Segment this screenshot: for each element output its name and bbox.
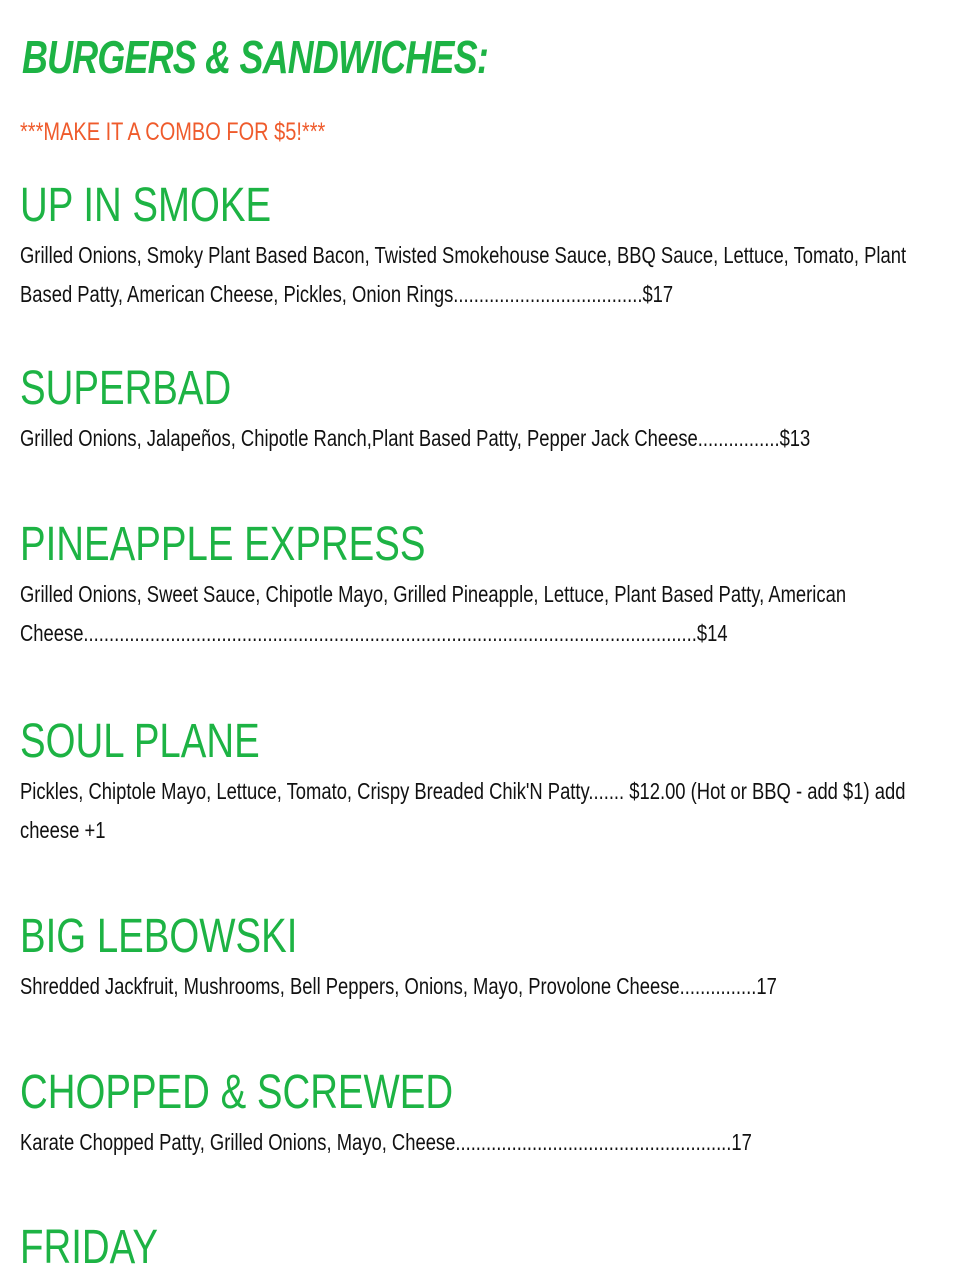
menu-item-superbad [20, 361, 950, 458]
menu-item-pineapple-express [20, 517, 950, 653]
item-name: FRIDAY [20, 1221, 158, 1274]
item-name: CHOPPED & SCREWED [20, 1066, 454, 1119]
item-description [20, 967, 950, 1006]
item-name: PINEAPPLE EXPRESS [20, 518, 426, 571]
item-description-text: Shredded Jackfruit, Mushrooms, Bell Peppers, Onions, Mayo, Provolone Cheese...............17 [20, 973, 777, 999]
item-description [20, 575, 950, 653]
item-description [20, 419, 950, 458]
section-title: BURGERS & SANDWICHES: [22, 31, 489, 83]
item-description-text: Pickles, Chiptole Mayo, Lettuce, Tomato, Crispy Breaded Chik'N Patty....... $12.00 (Hot or BBQ - add $1) add cheese +1 [20, 778, 906, 843]
combo-note: ***MAKE IT A COMBO FOR $5!*** [20, 118, 326, 146]
item-description [20, 1123, 950, 1162]
menu-item-chopped-and-screwed [20, 1065, 950, 1162]
item-description [20, 772, 950, 850]
menu-item-soul-plane [20, 714, 950, 850]
menu-item-friday [20, 1220, 950, 1276]
item-name: SUPERBAD [20, 362, 232, 415]
item-name: SOUL PLANE [20, 715, 260, 768]
menu-item-big-lebowski [20, 909, 950, 1006]
item-description-text: Grilled Onions, Smoky Plant Based Bacon, Twisted Smokehouse Sauce, BBQ Sauce, Lettuce, Tomato, Plant Based Patty, American Cheese, Pickles, Onion Rings.....................................$17 [20, 242, 907, 307]
item-name: UP IN SMOKE [20, 179, 272, 232]
item-description [20, 236, 950, 314]
item-description-text: Grilled Onions, Jalapeños, Chipotle Ranch,Plant Based Patty, Pepper Jack Cheese................$13 [20, 425, 811, 451]
item-description-text: Karate Chopped Patty, Grilled Onions, Mayo, Cheese......................................................17 [20, 1129, 752, 1155]
item-description-text: Grilled Onions, Sweet Sauce, Chipotle Mayo, Grilled Pineapple, Lettuce, Plant Based Patty, American Cheese........................................................................................................................$14 [20, 581, 847, 646]
item-name: BIG LEBOWSKI [20, 910, 298, 963]
menu-item-up-in-smoke [20, 178, 950, 314]
